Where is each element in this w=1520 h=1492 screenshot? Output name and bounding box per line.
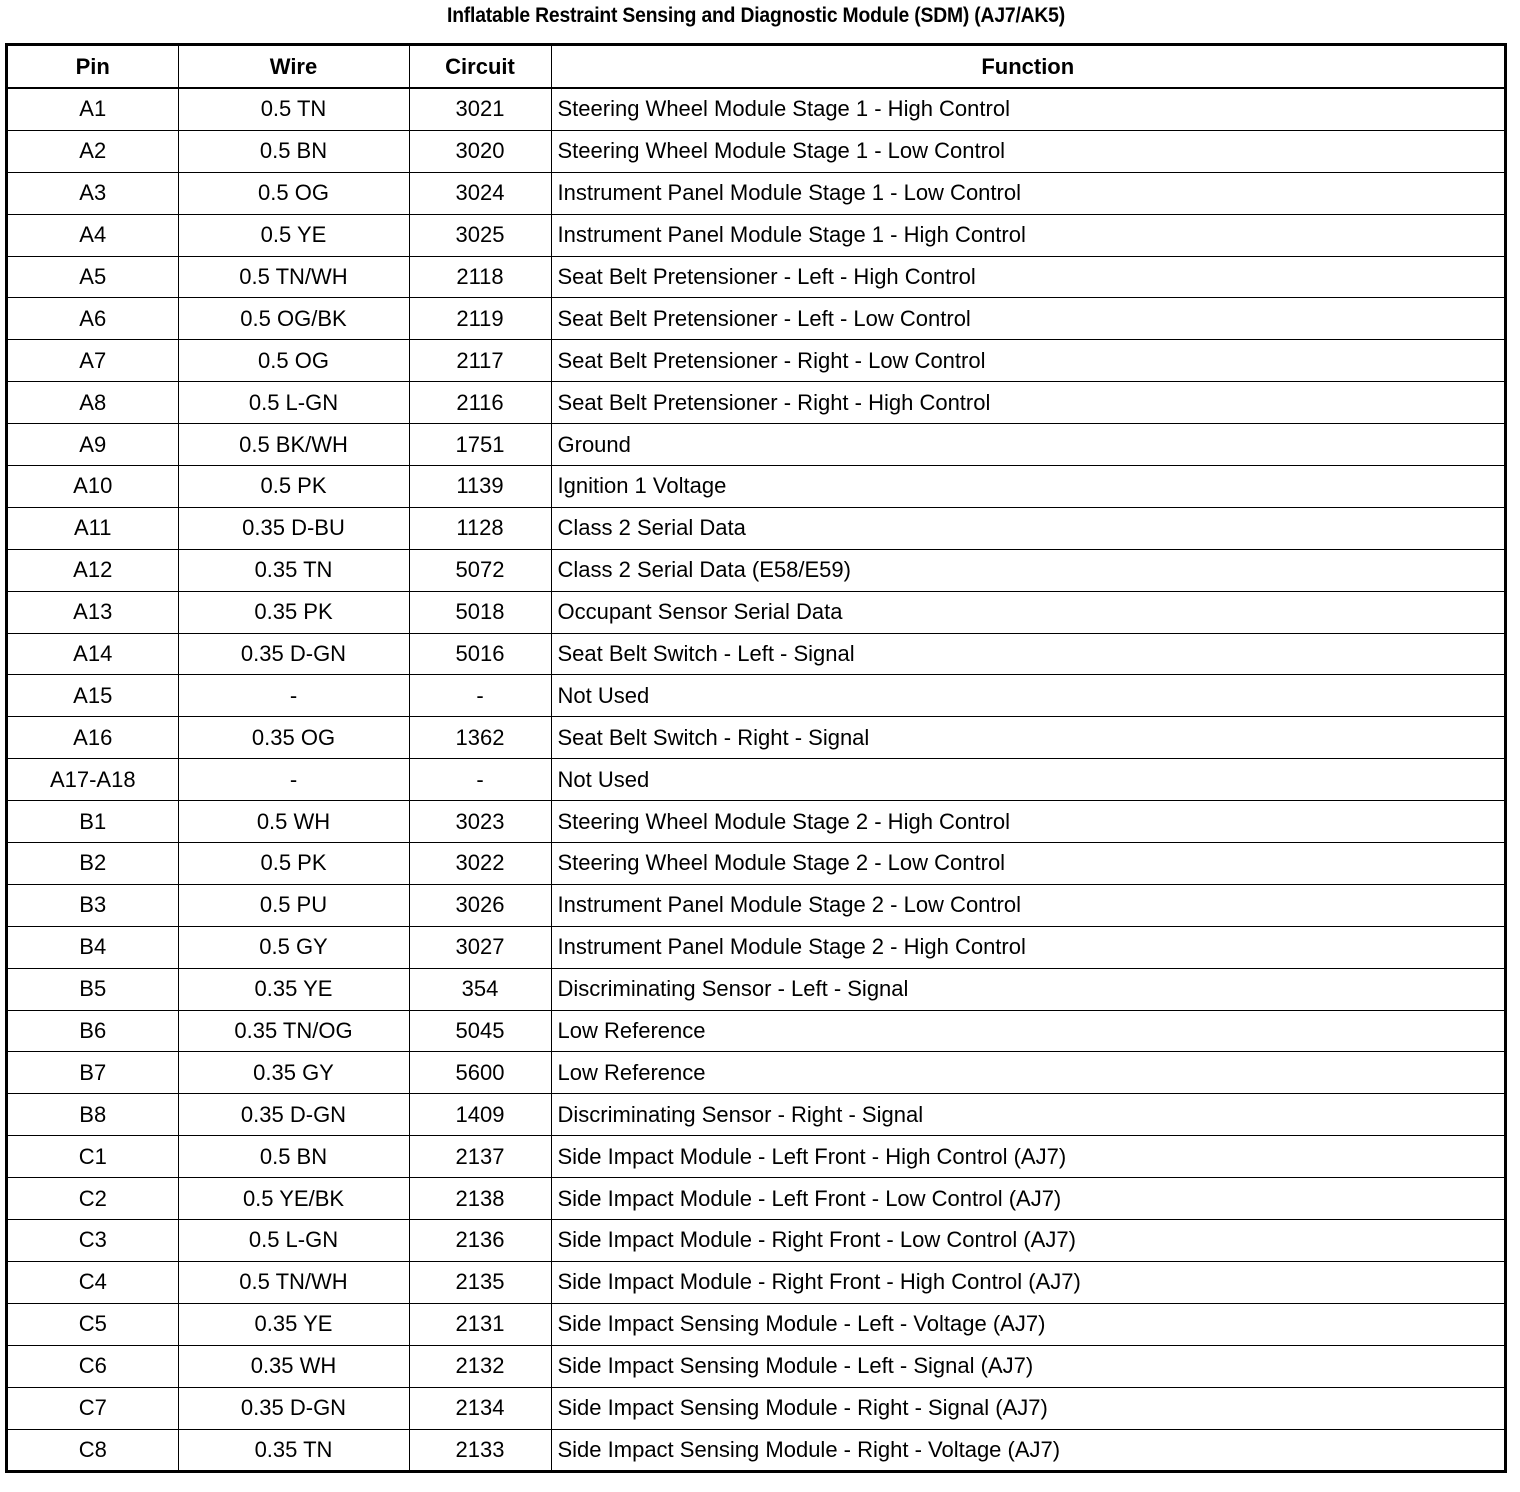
header-pin: Pin [8, 46, 178, 88]
pin-cell: B6 [8, 1010, 178, 1052]
pin-cell: B3 [8, 884, 178, 926]
circuit-cell: 1128 [409, 507, 551, 549]
table-body [8, 88, 1504, 1470]
table-row [8, 1094, 1504, 1136]
wire-cell: 0.35 D-BU [178, 507, 409, 549]
circuit-cell: 2135 [409, 1261, 551, 1303]
circuit-cell: 354 [409, 968, 551, 1010]
table-row [8, 340, 1504, 382]
circuit-cell: 1409 [409, 1094, 551, 1136]
function-cell: Seat Belt Switch - Left - Signal [551, 633, 1504, 675]
table-row [8, 759, 1504, 801]
pinout-table [8, 46, 1504, 1470]
table-row [8, 926, 1504, 968]
wire-cell: 0.5 OG [178, 340, 409, 382]
circuit-cell: 3021 [409, 88, 551, 130]
table-row [8, 1387, 1504, 1429]
table-row [8, 717, 1504, 759]
circuit-cell: 2137 [409, 1136, 551, 1178]
pin-cell: A10 [8, 466, 178, 508]
circuit-cell: 5018 [409, 591, 551, 633]
wire-cell: 0.5 PK [178, 466, 409, 508]
pin-cell: B7 [8, 1052, 178, 1094]
wire-cell: 0.35 D-GN [178, 1387, 409, 1429]
circuit-cell: 3026 [409, 884, 551, 926]
wire-cell: 0.5 BK/WH [178, 424, 409, 466]
pin-cell: A7 [8, 340, 178, 382]
table-row [8, 884, 1504, 926]
table-row [8, 1010, 1504, 1052]
table-row [8, 549, 1504, 591]
wire-cell: 0.35 D-GN [178, 633, 409, 675]
function-cell: Low Reference [551, 1010, 1504, 1052]
circuit-cell: 3020 [409, 130, 551, 172]
function-cell: Seat Belt Pretensioner - Right - Low Control [551, 340, 1504, 382]
circuit-cell: 5045 [409, 1010, 551, 1052]
table-row [8, 675, 1504, 717]
function-cell: Steering Wheel Module Stage 2 - High Control [551, 801, 1504, 843]
wire-cell: 0.5 PU [178, 884, 409, 926]
wire-cell: 0.5 TN [178, 88, 409, 130]
function-cell: Steering Wheel Module Stage 1 - Low Control [551, 130, 1504, 172]
circuit-cell: 2134 [409, 1387, 551, 1429]
function-cell: Steering Wheel Module Stage 1 - High Control [551, 88, 1504, 130]
circuit-cell: 3027 [409, 926, 551, 968]
circuit-cell: 2133 [409, 1429, 551, 1470]
function-cell: Ignition 1 Voltage [551, 466, 1504, 508]
circuit-cell: 1362 [409, 717, 551, 759]
wire-cell: 0.5 L-GN [178, 382, 409, 424]
function-cell: Instrument Panel Module Stage 2 - High Control [551, 926, 1504, 968]
table-row [8, 466, 1504, 508]
circuit-cell: 3024 [409, 172, 551, 214]
wire-cell: 0.35 GY [178, 1052, 409, 1094]
function-cell: Discriminating Sensor - Left - Signal [551, 968, 1504, 1010]
pin-cell: A14 [8, 633, 178, 675]
pin-cell: A17-A18 [8, 759, 178, 801]
table-row [8, 507, 1504, 549]
pin-cell: C3 [8, 1220, 178, 1262]
pin-cell: A3 [8, 172, 178, 214]
table-row [8, 633, 1504, 675]
pin-cell: B1 [8, 801, 178, 843]
circuit-cell: 2119 [409, 298, 551, 340]
function-cell: Side Impact Sensing Module - Left - Signal (AJ7) [551, 1345, 1504, 1387]
pin-cell: C1 [8, 1136, 178, 1178]
function-cell: Class 2 Serial Data (E58/E59) [551, 549, 1504, 591]
document-title: Inflatable Restraint Sensing and Diagnostic Module (SDM) (AJ7/AK5) [447, 4, 1065, 27]
pin-cell: A4 [8, 214, 178, 256]
wire-cell: 0.5 TN/WH [178, 1261, 409, 1303]
function-cell: Side Impact Sensing Module - Left - Voltage (AJ7) [551, 1303, 1504, 1345]
wire-cell: 0.5 OG/BK [178, 298, 409, 340]
function-cell: Instrument Panel Module Stage 1 - Low Control [551, 172, 1504, 214]
table-row [8, 256, 1504, 298]
pin-cell: A6 [8, 298, 178, 340]
wire-cell: 0.5 BN [178, 130, 409, 172]
wire-cell: 0.35 YE [178, 968, 409, 1010]
pin-cell: A1 [8, 88, 178, 130]
circuit-cell: 2131 [409, 1303, 551, 1345]
wire-cell: 0.35 TN/OG [178, 1010, 409, 1052]
table-row [8, 1345, 1504, 1387]
circuit-cell: 3022 [409, 843, 551, 885]
function-cell: Seat Belt Pretensioner - Right - High Control [551, 382, 1504, 424]
table-row [8, 172, 1504, 214]
circuit-cell: - [409, 759, 551, 801]
function-cell: Seat Belt Pretensioner - Left - High Control [551, 256, 1504, 298]
wire-cell: 0.35 TN [178, 1429, 409, 1470]
table-row [8, 130, 1504, 172]
header-wire: Wire [178, 46, 409, 88]
function-cell: Not Used [551, 759, 1504, 801]
pin-cell: B4 [8, 926, 178, 968]
wire-cell: - [178, 759, 409, 801]
wire-cell: 0.5 GY [178, 926, 409, 968]
pin-cell: A16 [8, 717, 178, 759]
wire-cell: 0.35 WH [178, 1345, 409, 1387]
function-cell: Discriminating Sensor - Right - Signal [551, 1094, 1504, 1136]
table-row [8, 382, 1504, 424]
pin-cell: C8 [8, 1429, 178, 1470]
wire-cell: - [178, 675, 409, 717]
wire-cell: 0.5 PK [178, 843, 409, 885]
function-cell: Occupant Sensor Serial Data [551, 591, 1504, 633]
table-row [8, 298, 1504, 340]
wire-cell: 0.5 WH [178, 801, 409, 843]
wire-cell: 0.5 L-GN [178, 1220, 409, 1262]
table-row [8, 1136, 1504, 1178]
function-cell: Instrument Panel Module Stage 2 - Low Control [551, 884, 1504, 926]
function-cell: Low Reference [551, 1052, 1504, 1094]
pin-cell: A9 [8, 424, 178, 466]
table-row [8, 1261, 1504, 1303]
pin-cell: A8 [8, 382, 178, 424]
wire-cell: 0.35 D-GN [178, 1094, 409, 1136]
circuit-cell: 1139 [409, 466, 551, 508]
wire-cell: 0.5 YE/BK [178, 1178, 409, 1220]
circuit-cell: 2118 [409, 256, 551, 298]
pin-cell: B2 [8, 843, 178, 885]
table-row [8, 843, 1504, 885]
function-cell: Seat Belt Switch - Right - Signal [551, 717, 1504, 759]
pin-cell: C2 [8, 1178, 178, 1220]
wire-cell: 0.35 YE [178, 1303, 409, 1345]
wire-cell: 0.35 OG [178, 717, 409, 759]
function-cell: Side Impact Sensing Module - Right - Signal (AJ7) [551, 1387, 1504, 1429]
circuit-cell: 2132 [409, 1345, 551, 1387]
table-row [8, 1429, 1504, 1470]
wire-cell: 0.5 TN/WH [178, 256, 409, 298]
circuit-cell: - [409, 675, 551, 717]
circuit-cell: 2116 [409, 382, 551, 424]
wire-cell: 0.35 TN [178, 549, 409, 591]
circuit-cell: 2136 [409, 1220, 551, 1262]
pin-cell: C5 [8, 1303, 178, 1345]
function-cell: Steering Wheel Module Stage 2 - Low Control [551, 843, 1504, 885]
circuit-cell: 3025 [409, 214, 551, 256]
function-cell: Ground [551, 424, 1504, 466]
pinout-table-container [5, 43, 1507, 1473]
circuit-cell: 5072 [409, 549, 551, 591]
function-cell: Side Impact Sensing Module - Right - Voltage (AJ7) [551, 1429, 1504, 1470]
circuit-cell: 1751 [409, 424, 551, 466]
pin-cell: A12 [8, 549, 178, 591]
wire-cell: 0.5 OG [178, 172, 409, 214]
pin-cell: A5 [8, 256, 178, 298]
function-cell: Side Impact Module - Right Front - Low Control (AJ7) [551, 1220, 1504, 1262]
pin-cell: B5 [8, 968, 178, 1010]
function-cell: Seat Belt Pretensioner - Left - Low Control [551, 298, 1504, 340]
circuit-cell: 5600 [409, 1052, 551, 1094]
circuit-cell: 3023 [409, 801, 551, 843]
function-cell: Side Impact Module - Right Front - High Control (AJ7) [551, 1261, 1504, 1303]
function-cell: Not Used [551, 675, 1504, 717]
table-row [8, 1178, 1504, 1220]
function-cell: Side Impact Module - Left Front - High Control (AJ7) [551, 1136, 1504, 1178]
pin-cell: A11 [8, 507, 178, 549]
function-cell: Side Impact Module - Left Front - Low Control (AJ7) [551, 1178, 1504, 1220]
pin-cell: C4 [8, 1261, 178, 1303]
pin-cell: A13 [8, 591, 178, 633]
circuit-cell: 5016 [409, 633, 551, 675]
table-header-row [8, 46, 1504, 88]
table-row [8, 214, 1504, 256]
circuit-cell: 2138 [409, 1178, 551, 1220]
wire-cell: 0.35 PK [178, 591, 409, 633]
pin-cell: C6 [8, 1345, 178, 1387]
header-function: Function [551, 46, 1504, 88]
table-row [8, 424, 1504, 466]
table-row [8, 968, 1504, 1010]
wire-cell: 0.5 YE [178, 214, 409, 256]
pin-cell: C7 [8, 1387, 178, 1429]
table-row [8, 1220, 1504, 1262]
header-circuit: Circuit [409, 46, 551, 88]
circuit-cell: 2117 [409, 340, 551, 382]
pin-cell: B8 [8, 1094, 178, 1136]
table-row [8, 591, 1504, 633]
function-cell: Class 2 Serial Data [551, 507, 1504, 549]
pin-cell: A2 [8, 130, 178, 172]
function-cell: Instrument Panel Module Stage 1 - High Control [551, 214, 1504, 256]
wire-cell: 0.5 BN [178, 1136, 409, 1178]
table-row [8, 801, 1504, 843]
table-row [8, 88, 1504, 130]
pin-cell: A15 [8, 675, 178, 717]
table-row [8, 1052, 1504, 1094]
table-row [8, 1303, 1504, 1345]
